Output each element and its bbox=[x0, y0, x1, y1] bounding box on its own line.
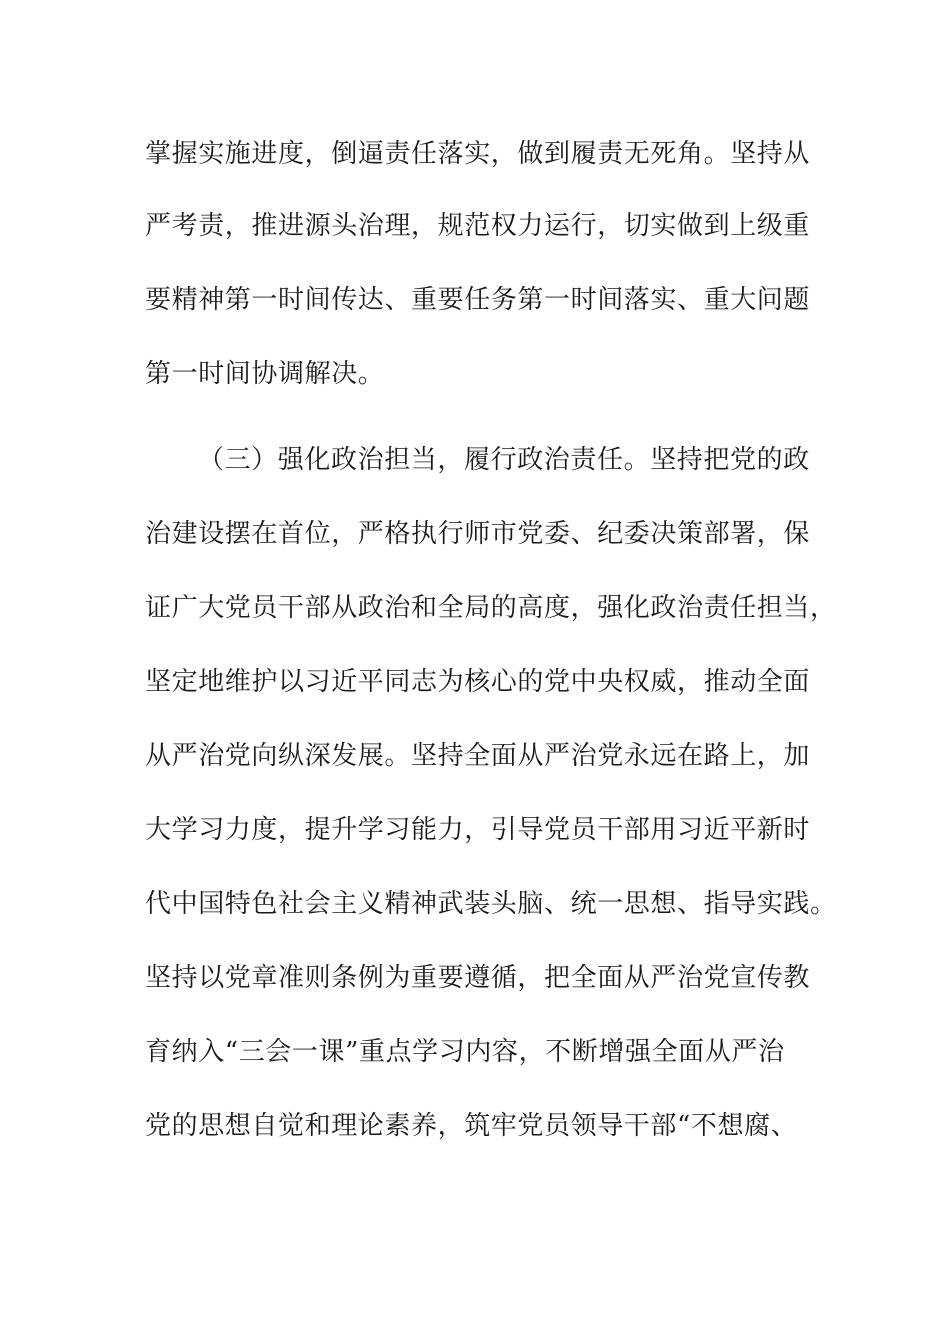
text-line: 第一时间协调解决。 bbox=[145, 359, 385, 389]
text-line: 要精神第一时间传达、重要任务第一时间落实、重大问题 bbox=[145, 285, 811, 315]
text-line: 育纳入“三会一课”重点学习内容，不断增强全面从严治 bbox=[145, 1037, 785, 1067]
text-line: 证广大党员干部从政治和全局的高度，强化政治责任担当， bbox=[145, 593, 837, 623]
text-line: 党的思想自觉和理论素养，筑牢党员领导干部“不想腐、 bbox=[145, 1111, 798, 1141]
text-line: 掌握实施进度，倒逼责任落实，做到履责无死角。坚持从 bbox=[145, 139, 811, 169]
text-line: 大学习力度，提升学习能力，引导党员干部用习近平新时 bbox=[145, 815, 811, 845]
text-line: 坚定地维护以习近平同志为核心的党中央权威，推动全面 bbox=[145, 667, 811, 697]
text-line: 严考责，推进源头治理，规范权力运行，切实做到上级重 bbox=[145, 211, 811, 241]
section-heading-line: （三）强化政治担当，履行政治责任。坚持把党的政 bbox=[198, 445, 810, 475]
text-line: 从严治党向纵深发展。坚持全面从严治党永远在路上，加 bbox=[145, 741, 811, 771]
text-line: 坚持以党章准则条例为重要遵循，把全面从严治党宣传教 bbox=[145, 963, 811, 993]
text-line: 代中国特色社会主义精神武装头脑、统一思想、指导实践。 bbox=[145, 889, 837, 919]
text-line: 治建设摆在首位，严格执行师市党委、纪委决策部署，保 bbox=[145, 519, 811, 549]
